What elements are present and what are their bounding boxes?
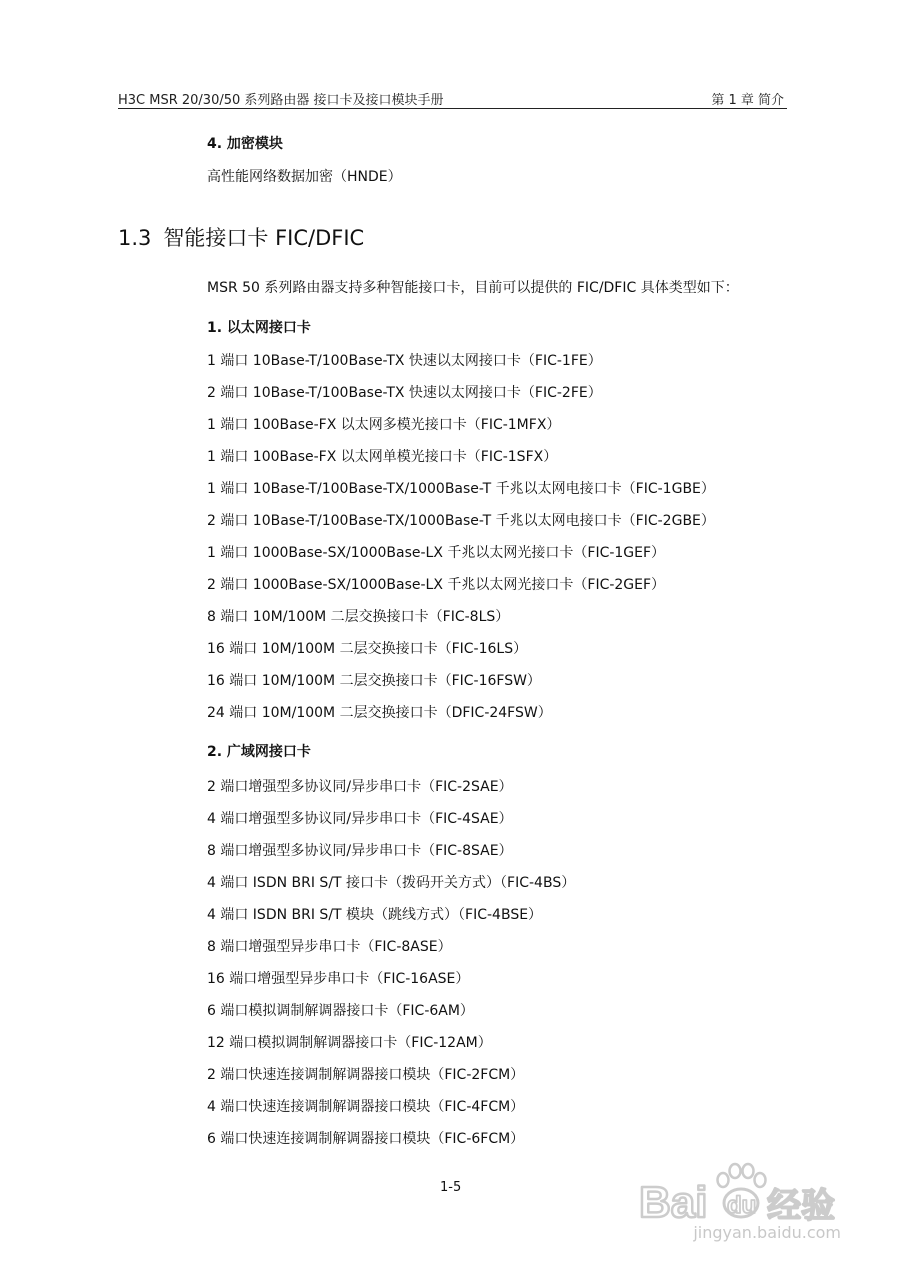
list-item: 2 端口 10Base-T/100Base-TX 快速以太网接口卡（FIC-2FE） <box>207 385 602 401</box>
list-item: 16 端口 10M/100M 二层交换接口卡（FIC-16FSW） <box>207 673 541 689</box>
list-item: 16 端口 10M/100M 二层交换接口卡（FIC-16LS） <box>207 641 528 657</box>
svg-text:du: du <box>727 1192 757 1219</box>
list-item: 2 端口增强型多协议同/异步串口卡（FIC-2SAE） <box>207 779 513 795</box>
list-item: 6 端口模拟调制解调器接口卡（FIC-6AM） <box>207 1003 474 1019</box>
list-item: 8 端口增强型多协议同/异步串口卡（FIC-8SAE） <box>207 843 513 859</box>
header-chapter: 第 1 章 简介 <box>711 93 784 108</box>
crypto-text: 高性能网络数据加密（HNDE） <box>207 169 402 185</box>
section-title-text: 智能接口卡 FIC/DFIC <box>163 226 365 250</box>
list-item: 8 端口增强型异步串口卡（FIC-8ASE） <box>207 939 452 955</box>
list-item: 2 端口快速连接调制解调器接口模块（FIC-2FCM） <box>207 1067 525 1083</box>
list-item: 2 端口 10Base-T/100Base-TX/1000Base-T 千兆以太网电接口卡（FIC-2GBE） <box>207 513 715 529</box>
list-item: 12 端口模拟调制解调器接口卡（FIC-12AM） <box>207 1035 492 1051</box>
svg-text:经验: 经验 <box>767 1186 835 1226</box>
list-item: 6 端口快速连接调制解调器接口模块（FIC-6FCM） <box>207 1131 525 1147</box>
crypto-heading: 4. 加密模块 <box>207 136 283 152</box>
list-item: 4 端口增强型多协议同/异步串口卡（FIC-4SAE） <box>207 811 513 827</box>
header-divider <box>118 108 787 109</box>
list-item: 1 端口 100Base-FX 以太网单模光接口卡（FIC-1SFX） <box>207 449 558 465</box>
svg-text:Bai: Bai <box>639 1178 708 1227</box>
ethernet-heading: 1. 以太网接口卡 <box>207 320 311 336</box>
list-item: 24 端口 10M/100M 二层交换接口卡（DFIC-24FSW） <box>207 705 552 721</box>
list-item: 16 端口增强型异步串口卡（FIC-16ASE） <box>207 971 470 987</box>
section-intro: MSR 50 系列路由器支持多种智能接口卡，目前可以提供的 FIC/DFIC 具体类型如下： <box>207 280 739 296</box>
baidu-paw-icon <box>718 1164 766 1219</box>
list-item: 4 端口 ISDN BRI S/T 接口卡（拨码开关方式）（FIC-4BS） <box>207 875 576 891</box>
list-item: 1 端口 100Base-FX 以太网多模光接口卡（FIC-1MFX） <box>207 417 561 433</box>
list-item: 1 端口 10Base-T/100Base-TX 快速以太网接口卡（FIC-1FE） <box>207 353 602 369</box>
watermark-url: jingyan.baidu.com <box>693 1223 841 1242</box>
section-number: 1.3 <box>118 226 152 250</box>
list-item: 4 端口快速连接调制解调器接口模块（FIC-4FCM） <box>207 1099 525 1115</box>
section-title <box>118 222 364 252</box>
list-item: 8 端口 10M/100M 二层交换接口卡（FIC-8LS） <box>207 609 510 625</box>
list-item: 1 端口 1000Base-SX/1000Base-LX 千兆以太网光接口卡（FIC-1GEF） <box>207 545 666 561</box>
header-title: H3C MSR 20/30/50 系列路由器 接口卡及接口模块手册 <box>118 93 444 108</box>
page-number: 1-5 <box>440 1180 462 1195</box>
list-item: 4 端口 ISDN BRI S/T 模块（跳线方式）（FIC-4BSE） <box>207 907 543 923</box>
list-item: 1 端口 10Base-T/100Base-TX/1000Base-T 千兆以太网电接口卡（FIC-1GBE） <box>207 481 715 497</box>
wan-heading: 2. 广域网接口卡 <box>207 744 311 760</box>
list-item: 2 端口 1000Base-SX/1000Base-LX 千兆以太网光接口卡（FIC-2GEF） <box>207 577 666 593</box>
